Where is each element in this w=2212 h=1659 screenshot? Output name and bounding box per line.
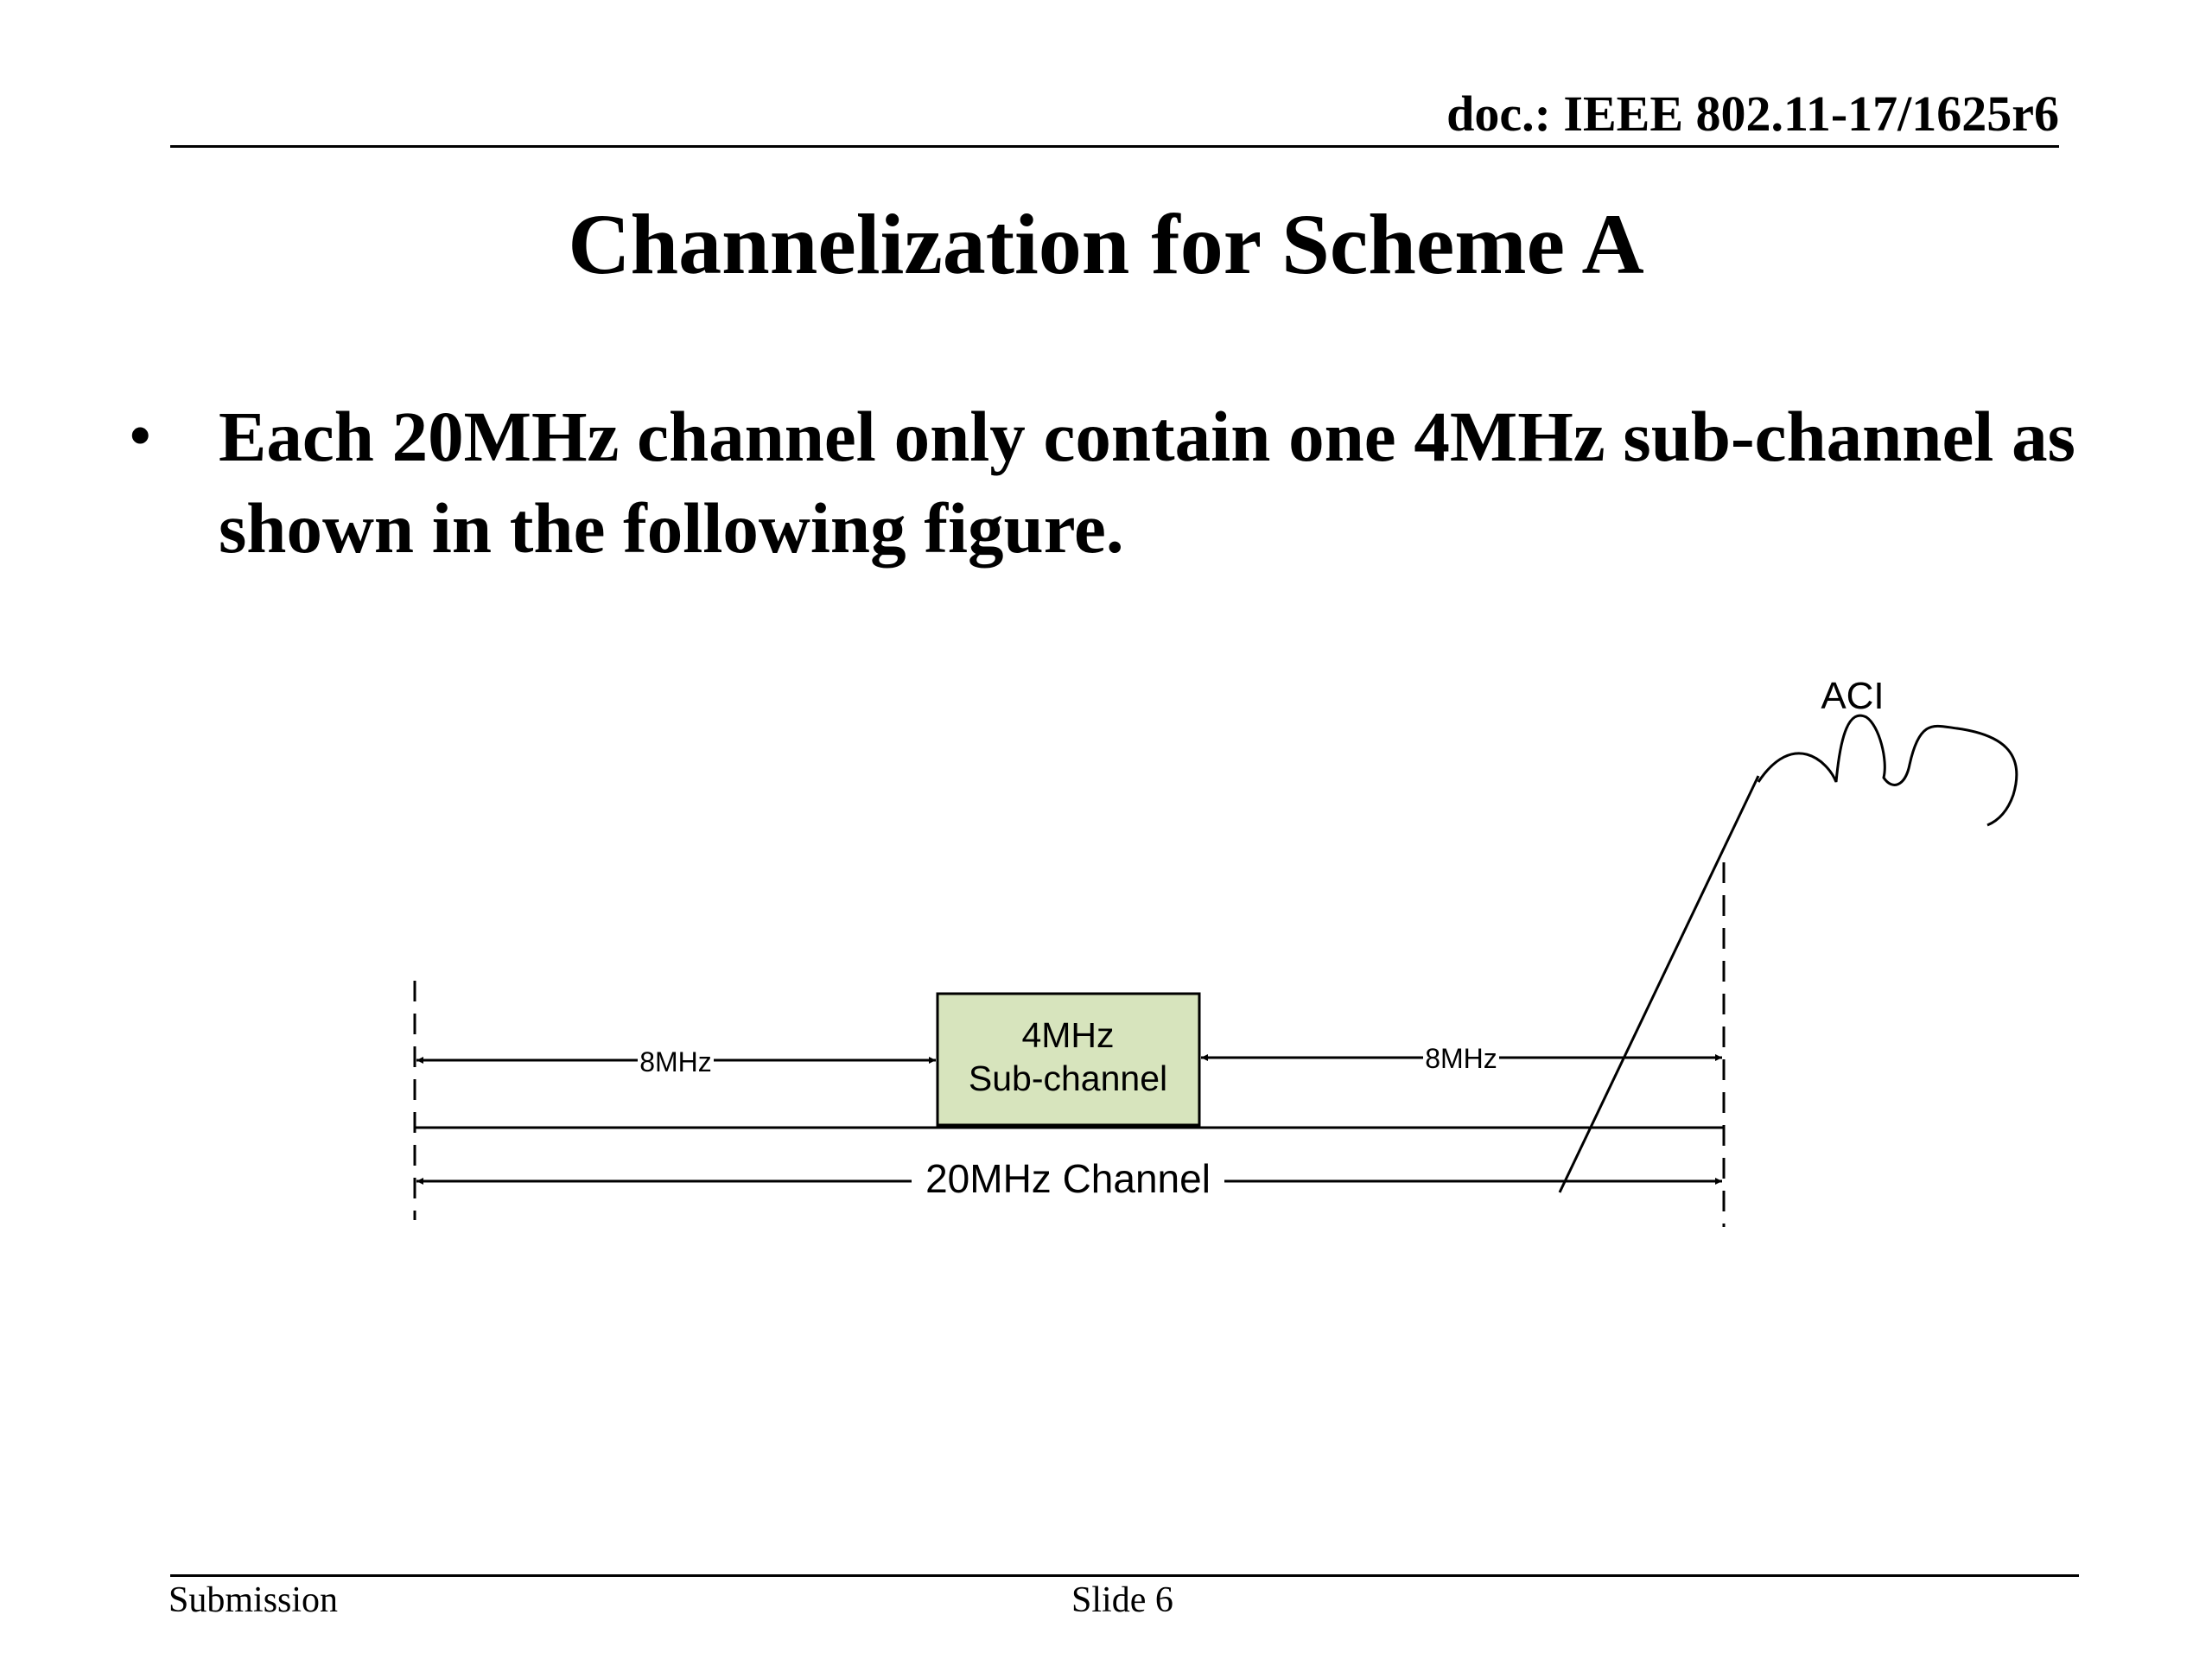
bullet-item: Each 20MHz channel only contain one 4MHz sub-channel as shown in the following figure. [219, 397, 2075, 568]
aci-slope-line [1560, 776, 1758, 1192]
subchannel-label-line1: 4MHz [1021, 1015, 1115, 1055]
bullet-marker: • [130, 403, 151, 469]
aci-label: ACI [1821, 675, 1885, 717]
footer-slide-number: Slide 6 [1071, 1580, 1173, 1620]
slide-title: Channelization for Scheme A [568, 196, 1644, 292]
left-gap-label: 8MHz [639, 1046, 712, 1077]
document-id: doc.: IEEE 802.11-17/1625r6 [1446, 86, 2059, 142]
subchannel-label-line2: Sub-channel [968, 1058, 1168, 1098]
footer-divider [170, 1574, 2079, 1577]
footer-submission: Submission [168, 1580, 339, 1620]
right-gap-label: 8MHz [1425, 1043, 1497, 1074]
aci-interference-curve [1758, 715, 2017, 825]
channel-label: 20MHz Channel [925, 1156, 1211, 1201]
